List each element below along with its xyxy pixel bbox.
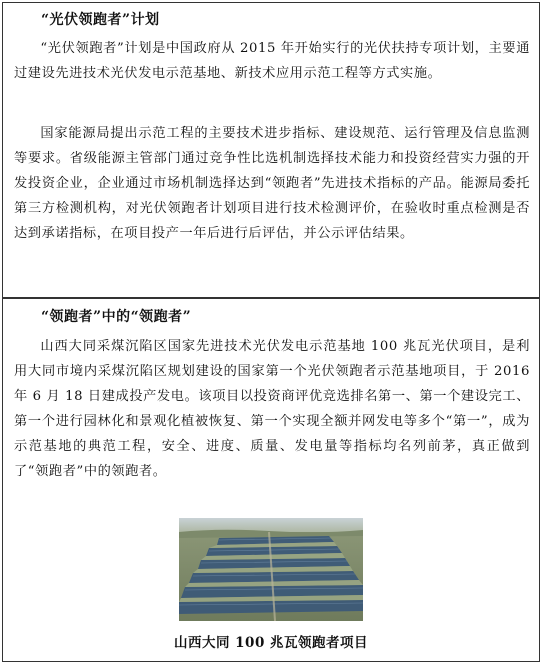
- paragraph-program-details: 国家能源局提出示范工程的主要技术进步指标、建设规范、运行管理及信息监测等要求。省级能源主管部门通过竞争性比选机制选择技术能力和投资经营实力强的开发投资企业，企业通过市场机制选择达到“领跑者”先进技术指标的产品。能源局委托第三方检测机构，对光伏领跑者计划项目进行技术检测评价，在验收时重点检测是否达到承诺指标，在项目投产一年后进行后评估，并公示评估结果。: [14, 126, 530, 241]
- section-box-leader-program: [2, 2, 540, 298]
- solar-farm-photo: [179, 518, 363, 621]
- section-heading-leader-program: “光伏领跑者”计划: [41, 12, 160, 28]
- section-heading-leader-of-leaders: “领跑者”中的“领跑者”: [41, 309, 192, 325]
- photo-caption: 山西大同 100 兆瓦领跑者项目: [173, 635, 369, 651]
- paragraph-datong-project: 山西大同采煤沉陷区国家先进技术光伏发电示范基地 100 兆瓦光伏项目，是利用大同市境内采煤沉陷区规划建设的国家第一个光伏领跑者示范基地项目，于 2016 年 6 月 18 日建成投产发电。该项目以投资商评优竞选排名第一、第一个建设完工、第一个进行园林化和景观化植被恢复、第一个实现全额并网发电等多个“第一”，成为示范基地的典范工程，安全、进度、质量、发电量等指标均名列前茅，真正做到了“领跑者”中的领跑者。: [14, 339, 530, 479]
- paragraph-program-intro: “光伏领跑者”计划是中国政府从 2015 年开始实行的光伏扶持专项计划，主要通过建设先进技术光伏发电示范基地、新技术应用示范工程等方式实施。: [14, 41, 530, 81]
- section-box-leader-of-leaders: [2, 298, 540, 662]
